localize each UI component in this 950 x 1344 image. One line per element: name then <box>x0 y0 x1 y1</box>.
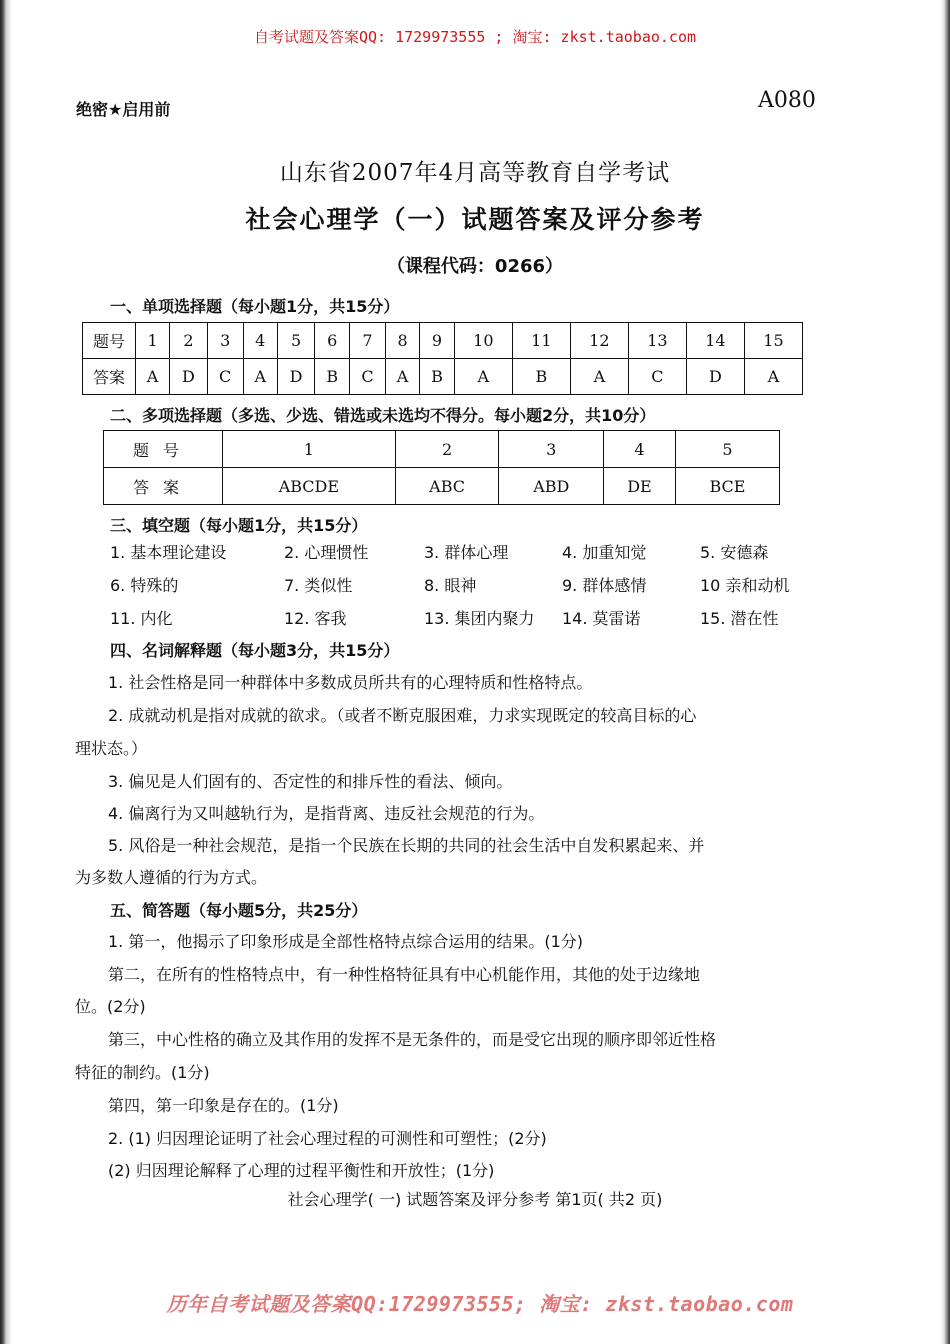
course-code: （课程代码：0266） <box>386 256 564 277</box>
answer-cell: A <box>744 359 802 395</box>
answer-cell: DE <box>604 468 676 505</box>
question-number: 4 <box>243 323 277 359</box>
answer-cell: C <box>350 359 386 395</box>
row-label: 题号 <box>83 323 136 359</box>
row-label: 答案 <box>104 468 223 505</box>
answer-cell: A <box>570 359 628 395</box>
question-number: 6 <box>315 323 350 359</box>
answer-line: 1. 第一，他揭示了印象形成是全部性格特点综合运用的结果。(1分) <box>108 932 584 951</box>
question-number: 9 <box>420 323 455 359</box>
answer-cell: A <box>136 359 170 395</box>
question-number: 2 <box>395 431 499 468</box>
answer-line: 第四，第一印象是存在的。(1分) <box>108 1096 339 1115</box>
table-row <box>104 468 780 505</box>
definition-5-line1: 5. 风俗是一种社会规范，是指一个民族在长期的共同的社会生活中自发积累起来、并 <box>108 836 705 855</box>
section1-heading: 一、单项选择题（每小题1分，共15分） <box>110 297 400 316</box>
answer-line: 特征的制约。(1分) <box>75 1063 210 1082</box>
answer-line: (2) 归因理论解释了心理的过程平衡性和开放性；(1分) <box>108 1161 495 1180</box>
multi-choice-table <box>103 430 780 505</box>
fill-answer: 9. 群体感情 <box>562 576 647 595</box>
question-number: 12 <box>570 323 628 359</box>
fill-answer: 1. 基本理论建设 <box>110 543 227 562</box>
answer-cell: C <box>207 359 243 395</box>
answer-cell: D <box>686 359 744 395</box>
question-number: 11 <box>512 323 570 359</box>
answer-cell: ABD <box>499 468 604 505</box>
fill-answer: 8. 眼神 <box>424 576 477 595</box>
question-number: 5 <box>675 431 779 468</box>
fill-answer: 12. 客我 <box>284 609 347 628</box>
question-number: 2 <box>170 323 208 359</box>
answer-cell: BCE <box>675 468 779 505</box>
fill-answer: 5. 安德森 <box>700 543 769 562</box>
definition-2-line1: 2. 成就动机是指对成就的欲求。（或者不断克服困难，力求实现既定的较高目标的心 <box>108 706 697 725</box>
section3-heading: 三、填空题（每小题1分，共15分） <box>110 516 368 535</box>
main-title: 社会心理学（一）试题答案及评分参考 <box>245 205 705 234</box>
fill-answer: 14. 莫雷诺 <box>562 609 641 628</box>
section4-heading: 四、名词解释题（每小题3分，共15分） <box>110 641 400 660</box>
fill-answer: 13. 集团内聚力 <box>424 609 535 628</box>
question-number: 13 <box>628 323 686 359</box>
question-number: 7 <box>350 323 386 359</box>
answer-cell: A <box>386 359 420 395</box>
definition-1: 1. 社会性格是同一种群体中多数成员所共有的心理特质和性格特点。 <box>108 673 593 692</box>
fill-answer: 4. 加重知觉 <box>562 543 647 562</box>
answer-line: 2. (1) 归因理论证明了社会心理过程的可测性和可塑性；(2分) <box>108 1129 547 1148</box>
question-number: 10 <box>454 323 512 359</box>
question-number: 15 <box>744 323 802 359</box>
question-number: 1 <box>136 323 170 359</box>
answer-cell: ABCDE <box>223 468 396 505</box>
answer-cell: B <box>315 359 350 395</box>
answer-cell: D <box>170 359 208 395</box>
table-row <box>83 323 803 359</box>
question-number: 3 <box>207 323 243 359</box>
section2-heading: 二、多项选择题（多选、少选、错选或未选均不得分。每小题2分，共10分） <box>110 406 656 425</box>
fill-answer: 11. 内化 <box>110 609 173 628</box>
row-label: 答案 <box>83 359 136 395</box>
table-row <box>104 431 780 468</box>
definition-4: 4. 偏离行为又叫越轨行为，是指背离、违反社会规范的行为。 <box>108 804 545 823</box>
fill-answer: 10 亲和动机 <box>700 576 790 595</box>
single-choice-table <box>82 322 803 395</box>
fill-answer: 15. 潜在性 <box>700 609 779 628</box>
watermark-top: 自考试题及答案QQ: 1729973555 ; 淘宝: zkst.taobao.com <box>253 28 697 46</box>
question-number: 5 <box>277 323 315 359</box>
question-number: 8 <box>386 323 420 359</box>
answer-line: 第三，中心性格的确立及其作用的发挥不是无条件的，而是受它出现的顺序即邻近性格 <box>108 1030 717 1049</box>
section5-heading: 五、简答题（每小题5分，共25分） <box>110 901 368 920</box>
watermark-bottom: 历年自考试题及答案QQ:1729973555; 淘宝: zkst.taobao.com <box>166 1292 794 1316</box>
secret-label: 绝密★启用前 <box>76 100 171 119</box>
definition-5-line2: 为多数人遵循的行为方式。 <box>75 868 268 887</box>
row-label: 题号 <box>104 431 223 468</box>
answer-cell: ABC <box>395 468 499 505</box>
fill-answer: 6. 特殊的 <box>110 576 179 595</box>
question-number: 3 <box>499 431 604 468</box>
fill-answer: 7. 类似性 <box>284 576 353 595</box>
paper-code: A080 <box>758 88 816 113</box>
answer-cell: C <box>628 359 686 395</box>
definition-2-line2: 理状态。） <box>75 739 148 758</box>
question-number: 1 <box>223 431 396 468</box>
answer-cell: A <box>243 359 277 395</box>
answer-cell: B <box>420 359 455 395</box>
question-number: 14 <box>686 323 744 359</box>
question-number: 4 <box>604 431 676 468</box>
answer-line: 第二，在所有的性格特点中，有一种性格特征具有中心机能作用，其他的处于边缘地 <box>108 965 701 984</box>
answer-cell: D <box>277 359 315 395</box>
answer-cell: B <box>512 359 570 395</box>
fill-answer: 2. 心理惯性 <box>284 543 369 562</box>
page-footer: 社会心理学( 一) 试题答案及评分参考 第1页( 共2 页) <box>287 1190 663 1209</box>
fill-answer: 3. 群体心理 <box>424 543 509 562</box>
table-row <box>83 359 803 395</box>
exam-title: 山东省2007年4月高等教育自学考试 <box>279 160 671 186</box>
answer-cell: A <box>454 359 512 395</box>
definition-3: 3. 偏见是人们固有的、否定性的和排斥性的看法、倾向。 <box>108 772 513 791</box>
answer-line: 位。(2分) <box>75 997 146 1016</box>
